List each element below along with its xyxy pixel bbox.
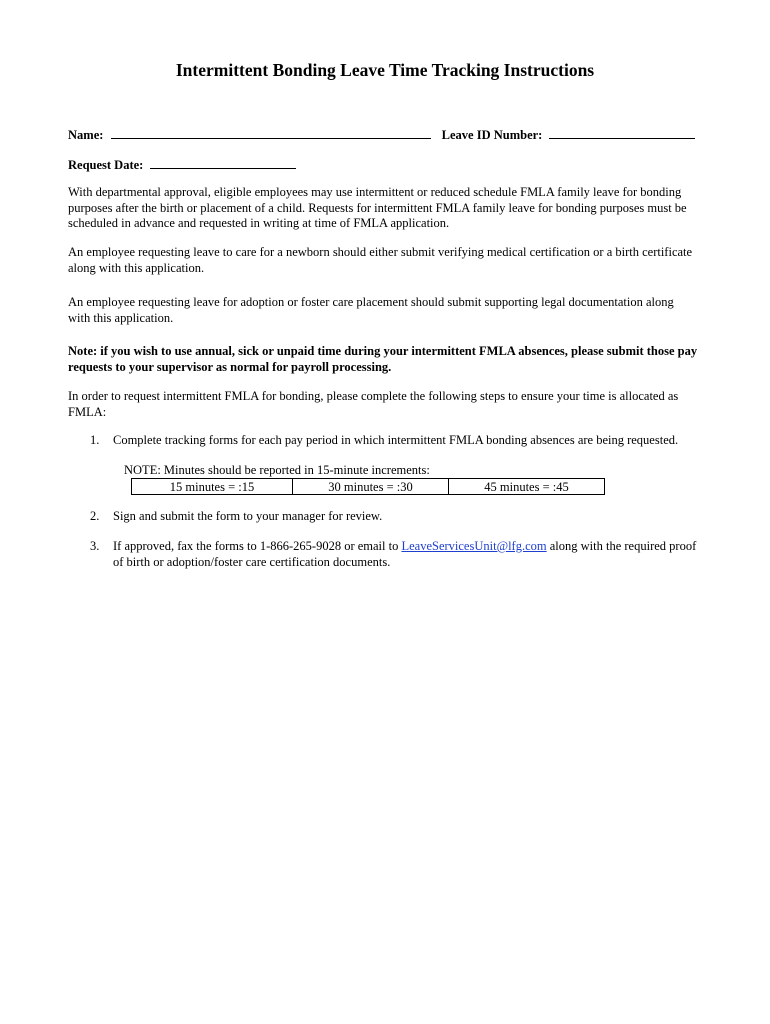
document-title: Intermittent Bonding Leave Time Tracking Instructions — [175, 60, 595, 80]
paragraph-steps-intro: In order to request intermittent FMLA for bonding, please complete the following steps to ensure your time is allocated as FMLA: — [68, 389, 679, 419]
minutes-note-label: NOTE: Minutes should be reported in 15-minute increments: — [124, 463, 430, 477]
paragraph-approval: With departmental approval, eligible employees may use intermittent or reduced schedule FMLA family leave for bonding purposes after the birth or placement of a child. Requests for intermittent FMLA family leave for bonding purposes must be scheduled in advance and requested in writing at time of FMLA application. — [68, 185, 687, 230]
step-text: Complete tracking forms for each pay period in which intermittent FMLA bonding absences are being requested. — [113, 433, 679, 447]
request-date-blank-line[interactable] — [150, 156, 296, 169]
leave-id-blank-line[interactable] — [549, 126, 695, 139]
step-number: 3. — [90, 539, 100, 553]
step-number: 2. — [90, 509, 100, 523]
paragraph-newborn: An employee requesting leave to care for a newborn should either submit verifying medical certification or a birth certificate along with this application. — [68, 245, 693, 275]
request-date-label: Request Date: — [68, 158, 144, 172]
step-number: 1. — [90, 433, 100, 447]
name-row — [68, 126, 695, 143]
increment-cell-15: 15 minutes = :15 — [132, 479, 293, 495]
name-label: Name: — [68, 128, 104, 142]
name-blank-line[interactable] — [111, 126, 431, 139]
leave-id-label: Leave ID Number: — [441, 128, 543, 142]
increment-cell-45: 45 minutes = :45 — [449, 479, 605, 495]
email-link[interactable]: LeaveServicesUnit@lfg.com — [401, 539, 547, 553]
minutes-increments-table — [131, 478, 605, 495]
increment-cell-30: 30 minutes = :30 — [293, 479, 449, 495]
step-text-after-link: along with the required proof of birth or adoption/foster care certification documents. — [113, 539, 697, 569]
step-text — [113, 539, 703, 570]
step-text: Sign and submit the form to your manager for review. — [113, 509, 383, 523]
step-text-before-link: If approved, fax the forms to 1-866-265-9028 or email to — [113, 539, 402, 553]
request-date-row — [68, 156, 296, 173]
paragraph-adoption: An employee requesting leave for adoption or foster care placement should submit supporting legal documentation along with this application. — [68, 295, 674, 325]
payroll-note: Note: if you wish to use annual, sick or unpaid time during your intermittent FMLA absences, please submit those pay requests to your supervisor as normal for payroll processing. — [68, 344, 698, 374]
table-row — [132, 479, 605, 495]
